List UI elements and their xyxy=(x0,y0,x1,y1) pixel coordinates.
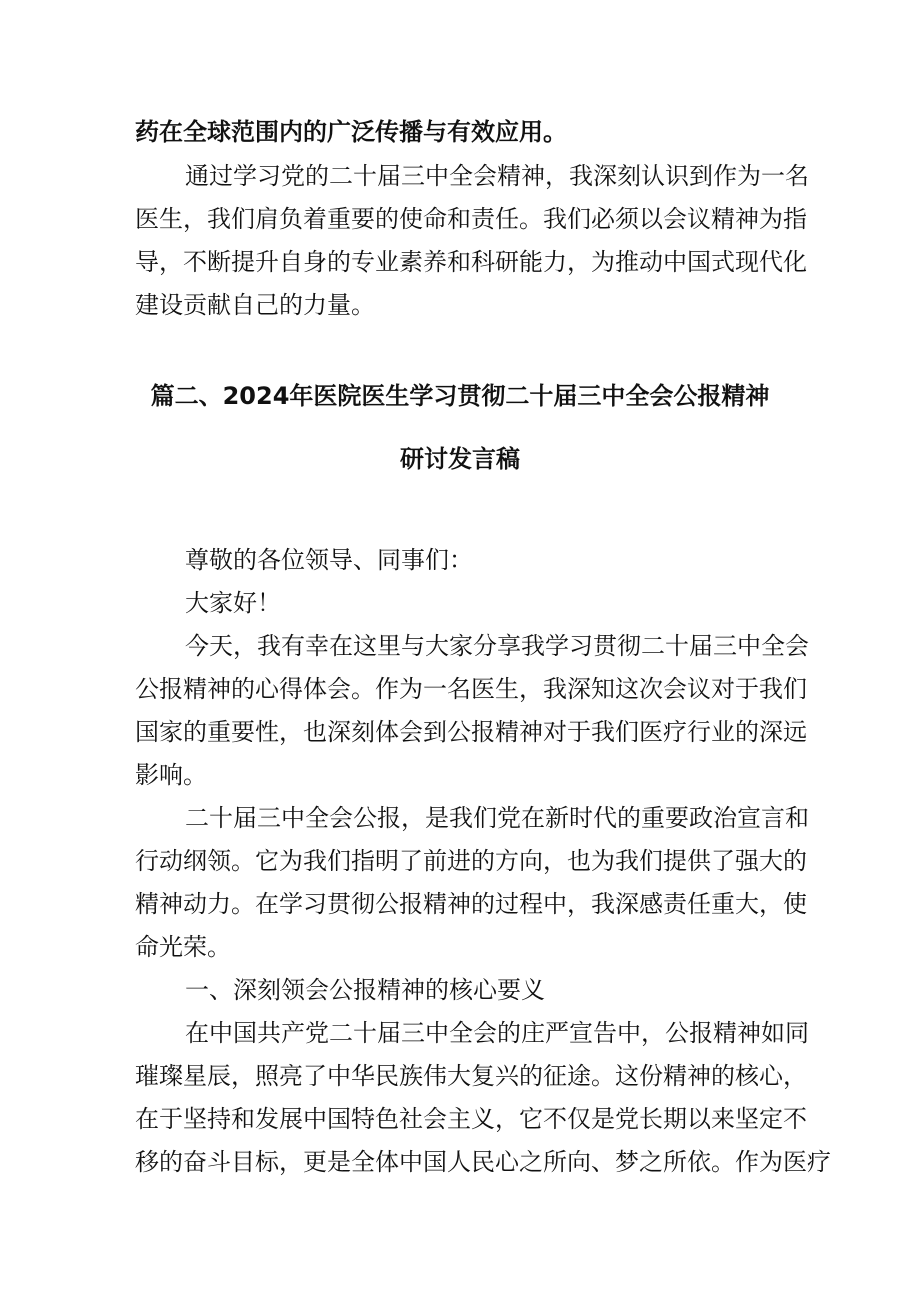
paragraph-line: 二十届三中全会公报，是我们党在新时代的重要政治宣言和 xyxy=(185,804,809,832)
paragraph-line: 今天，我有幸在这里与大家分享我学习贯彻二十届三中全会 xyxy=(185,632,809,660)
section-heading: 一、深刻领会公报精神的核心要义 xyxy=(185,976,545,1004)
paragraph-line: 影响。 xyxy=(135,761,207,789)
paragraph-line: 国家的重要性，也深刻体会到公报精神对于我们医疗行业的深远 xyxy=(135,718,807,746)
paragraph-line: 命光荣。 xyxy=(135,933,231,961)
paragraph-line: 医生，我们肩负着重要的使命和责任。我们必须以会议精神为指 xyxy=(135,205,807,233)
paragraph-line: 行动纲领。它为我们指明了前进的方向，也为我们提供了强大的 xyxy=(135,847,807,875)
paragraph-line: 在于坚持和发展中国特色社会主义，它不仅是党长期以来坚定不 xyxy=(135,1105,807,1133)
paragraph-line: 药在全球范围内的广泛传播与有效应用。 xyxy=(135,118,567,146)
paragraph-line: 在中国共产党二十届三中全会的庄严宣告中，公报精神如同 xyxy=(185,1019,809,1047)
article-title: 篇二、2024年医院医生学习贯彻二十届三中全会公报精神 xyxy=(150,382,770,410)
paragraph-line: 建设贡献自己的力量。 xyxy=(135,291,375,319)
paragraph-line: 导，不断提升自身的专业素养和科研能力，为推动中国式现代化 xyxy=(135,248,807,276)
greeting: 大家好！ xyxy=(185,589,281,617)
paragraph-line: 移的奋斗目标，更是全体中国人民心之所向、梦之所依。作为医疗 xyxy=(135,1148,831,1176)
paragraph-line: 精神动力。在学习贯彻公报精神的过程中，我深感责任重大，使 xyxy=(135,890,807,918)
article-title-continued: 研讨发言稿 xyxy=(400,445,520,473)
salutation: 尊敬的各位领导、同事们： xyxy=(185,546,473,574)
paragraph-line: 通过学习党的二十届三中全会精神，我深刻认识到作为一名 xyxy=(185,162,809,190)
paragraph-line: 璀璨星辰，照亮了中华民族伟大复兴的征途。这份精神的核心， xyxy=(135,1062,807,1090)
paragraph-line: 公报精神的心得体会。作为一名医生，我深知这次会议对于我们 xyxy=(135,675,807,703)
